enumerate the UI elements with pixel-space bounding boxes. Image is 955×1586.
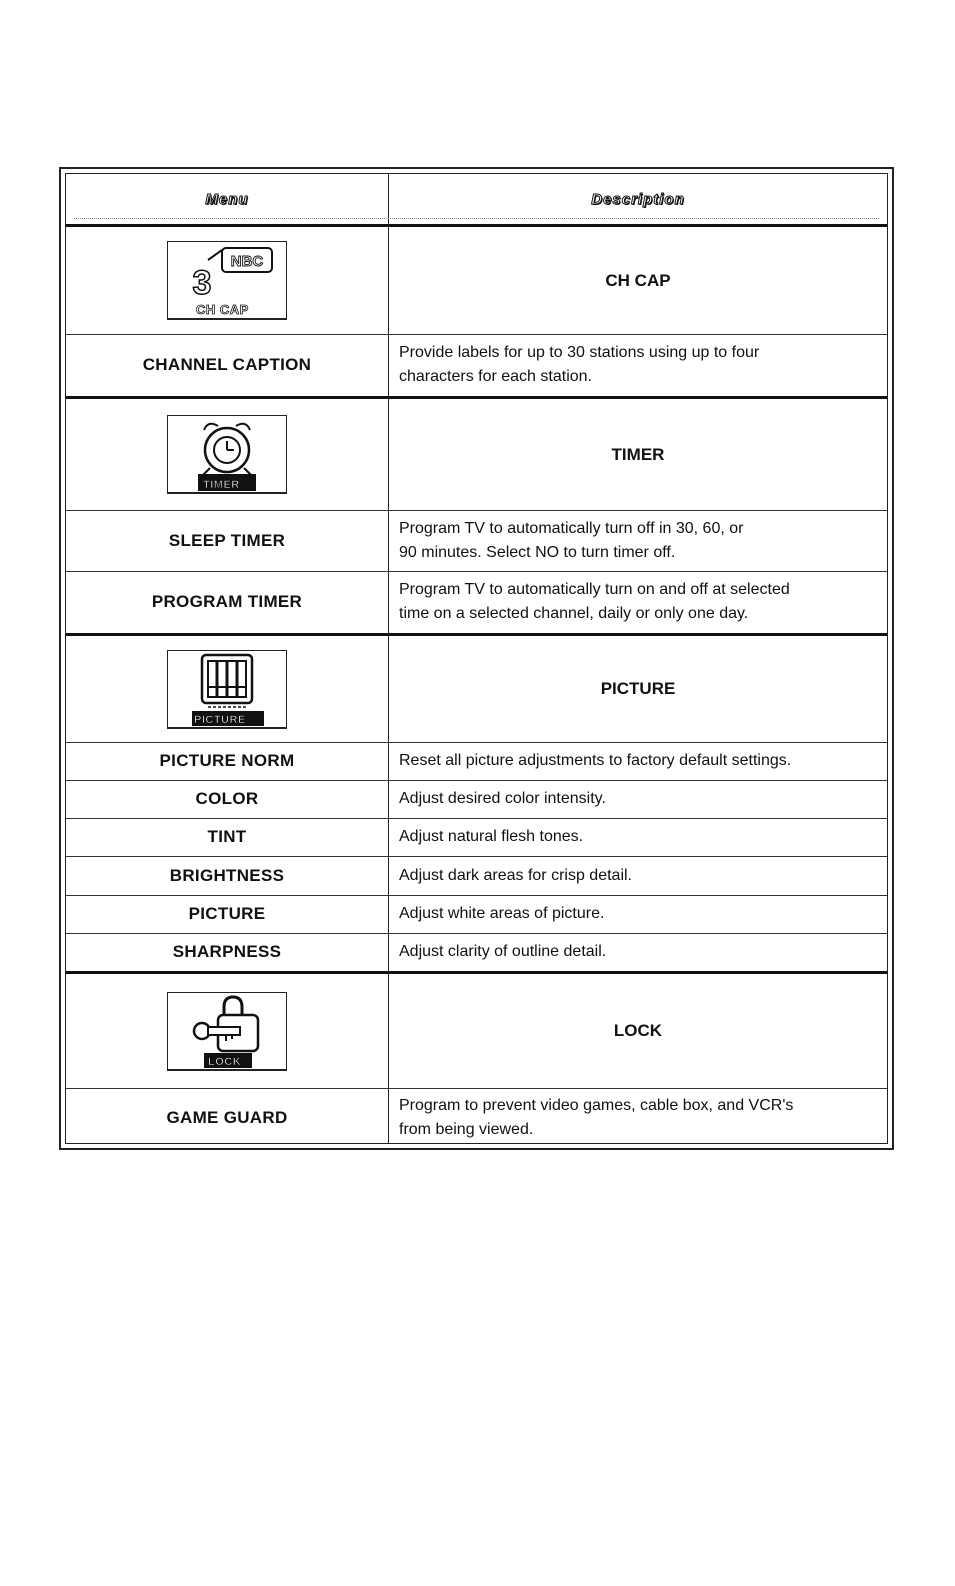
table-row	[66, 818, 887, 856]
menu-item-label: SHARPNESS	[172, 942, 282, 961]
section-title-picture: PICTURE	[600, 679, 676, 698]
timer-icon	[167, 415, 287, 494]
description-line: 90 minutes. Select NO to turn timer off.	[399, 543, 676, 561]
header-description: Description	[591, 190, 685, 208]
description-line: Program TV to automatically turn on and off at selected	[399, 581, 790, 598]
title-cell	[389, 399, 887, 510]
table-row	[66, 780, 887, 818]
picture-icon-label: PICTURE	[194, 713, 246, 726]
menu-cell	[66, 780, 388, 818]
ch-cap-icon-label: CH CAP	[196, 302, 249, 317]
menu-cell	[66, 334, 388, 396]
table-header-row	[66, 174, 887, 224]
section-row-timer	[66, 399, 887, 510]
menu-cell	[66, 895, 388, 933]
table-row	[66, 334, 887, 396]
table-row	[66, 933, 887, 971]
description-cell	[389, 818, 887, 856]
table-row	[66, 1088, 887, 1148]
description-cell	[389, 334, 887, 396]
title-cell	[389, 636, 887, 742]
table-row	[66, 742, 887, 780]
header-dotted-rule	[74, 218, 879, 219]
section-title-timer: TIMER	[611, 444, 665, 464]
lock-icon-label: LOCK	[208, 1055, 242, 1068]
menu-cell	[66, 933, 388, 971]
description-line: time on a selected channel, daily or only one day.	[399, 605, 749, 622]
section-row-lock	[66, 974, 887, 1088]
description-text	[389, 1094, 801, 1142]
section-row-picture	[66, 636, 887, 742]
menu-cell	[66, 856, 388, 895]
description-line: Reset all picture adjustments to factory default settings.	[399, 752, 792, 769]
menu-item-label: TINT	[207, 827, 247, 846]
description-cell	[389, 856, 887, 895]
ch-cap-number: 3	[192, 264, 212, 302]
section-title-ch-cap: CH CAP	[605, 270, 671, 290]
icon-cell	[66, 636, 388, 742]
menu-item-label: GAME GUARD	[166, 1108, 288, 1127]
table-row	[66, 895, 887, 933]
menu-item-label: BRIGHTNESS	[169, 865, 285, 885]
menu-cell	[66, 571, 388, 633]
table-row	[66, 571, 887, 633]
header-description-cell	[389, 174, 887, 224]
table-inner-frame	[65, 173, 888, 1144]
menu-item-label: COLOR	[195, 789, 259, 808]
lock-icon	[167, 992, 287, 1071]
description-line: Program to prevent video games, cable box, and VCR's	[399, 1097, 794, 1114]
title-cell	[389, 974, 887, 1088]
menu-item-label: SLEEP TIMER	[168, 530, 286, 550]
description-cell	[389, 780, 887, 818]
header-menu: Menu	[205, 190, 249, 208]
timer-icon-label: TIMER	[203, 479, 240, 491]
description-text	[389, 341, 767, 389]
menu-item-label: PROGRAM TIMER	[151, 592, 303, 611]
description-line: Adjust white areas of picture.	[399, 905, 605, 922]
description-cell	[389, 571, 887, 633]
menu-item-label: PICTURE NORM	[159, 751, 295, 770]
description-cell	[389, 1088, 887, 1148]
section-row-ch-cap	[66, 227, 887, 334]
description-line: Provide labels for up to 30 stations using up to four	[399, 344, 760, 361]
description-cell	[389, 895, 887, 933]
description-cell	[389, 742, 887, 780]
menu-table	[59, 167, 894, 1150]
menu-cell	[66, 818, 388, 856]
icon-cell	[66, 399, 388, 510]
menu-item-label: CHANNEL CAPTION	[142, 355, 312, 374]
description-line: Adjust natural flesh tones.	[399, 828, 584, 845]
description-cell	[389, 933, 887, 971]
description-cell	[389, 510, 887, 571]
menu-cell	[66, 510, 388, 571]
description-line: characters for each station.	[399, 368, 592, 385]
menu-cell	[66, 1088, 388, 1148]
table-row	[66, 510, 887, 571]
ch-cap-icon	[167, 241, 287, 320]
description-text	[389, 578, 798, 626]
ch-cap-badge-text: NBC	[230, 253, 264, 270]
description-line: Adjust clarity of outline detail.	[399, 943, 607, 960]
description-text	[389, 517, 751, 565]
header-menu-cell	[66, 174, 388, 224]
picture-icon	[167, 650, 287, 729]
description-line: Program TV to automatically turn off in 30, 60, or	[399, 519, 744, 537]
section-title-lock: LOCK	[613, 1021, 663, 1040]
title-cell	[389, 227, 887, 334]
description-line: Adjust desired color intensity.	[399, 790, 606, 807]
icon-cell	[66, 974, 388, 1088]
description-line: from being viewed.	[399, 1121, 534, 1138]
icon-cell	[66, 227, 388, 334]
description-line: Adjust dark areas for crisp detail.	[399, 866, 632, 884]
menu-item-label: PICTURE	[188, 904, 266, 923]
table-row	[66, 856, 887, 895]
menu-cell	[66, 742, 388, 780]
